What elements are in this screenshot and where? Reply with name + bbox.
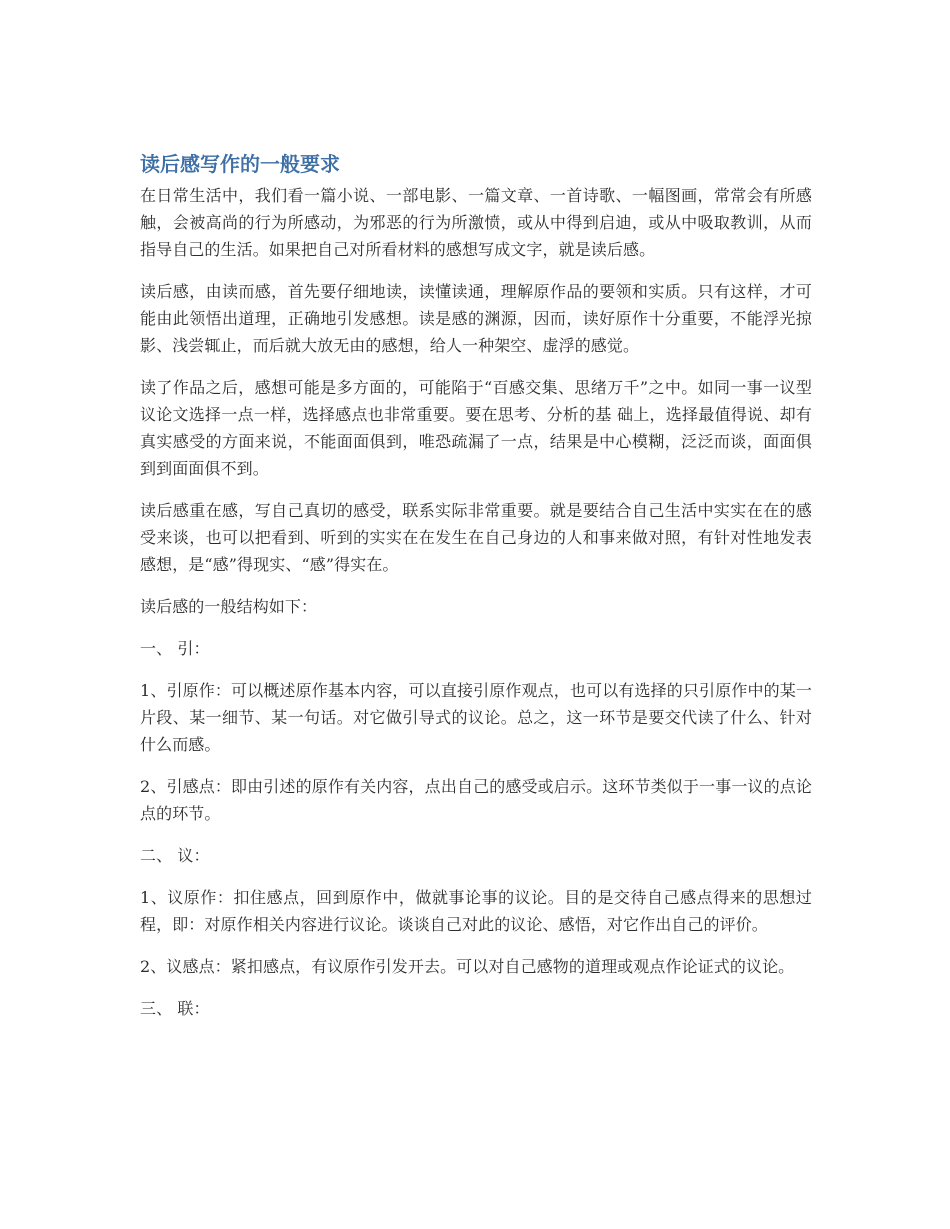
list-item-yi-1: 1、议原作：扣住感点，回到原作中，做就事论事的议论。目的是交待自己感点得来的思想过程，即：对原作相关内容进行议论。谈谈自己对此的议论、感悟，对它作出自己的评价。 bbox=[140, 888, 812, 934]
paragraph-reading: 读后感，由读而感，首先要仔细地读，读懂读通，理解原作品的要领和实质。只有这样，才可能由此领悟出道理，正确地引发感想。读是感的渊源，因而，读好原作十分重要，不能浮光掠影、浅尝辄止，而后就大放无由的感想，给人一种架空、虚浮的感觉。 bbox=[140, 282, 812, 355]
list-item-yi-2: 2、议感点：紧扣感点，有议原作引发开去。可以对自己感物的道理或观点作论证式的议论。 bbox=[140, 957, 795, 976]
paragraph-choosing-point: 读了作品之后，感想可能是多方面的，可能陷于“百感交集、思绪万千”之中。如同一事一议型议论文选择一点一样，选择感点也非常重要。要在思考、分析的基 础上，选择最值得说、却有真实感受的方面来说，不能面面俱到，唯恐疏漏了一点，结果是中心模糊，泛泛而谈，面面俱到到面面俱不到。 bbox=[140, 378, 812, 478]
section-heading-yi: 二、 议： bbox=[140, 846, 210, 865]
document-title: 读后感写作的一般要求 bbox=[140, 152, 340, 176]
document-page bbox=[140, 148, 812, 1037]
paragraph-feeling: 读后感重在感，写自己真切的感受，联系实际非常重要。就是要结合自己生活中实实在在的感受来谈，也可以把看到、听到的实实在在发生在自己身边的人和事来做对照，有针对性地发表感想，是“感”得现实、“感”得实在。 bbox=[140, 501, 812, 574]
paragraph-structure-intro: 读后感的一般结构如下： bbox=[140, 597, 318, 616]
paragraph-intro: 在日常生活中，我们看一篇小说、一部电影、一篇文章、一首诗歌、一幅图画，常常会有所感触，会被高尚的行为所感动，为邪恶的行为所激愤，或从中得到启迪，或从中吸取教训，从而指导自己的生活。如果把自己对所看材料的感想写成文字，就是读后感。 bbox=[140, 186, 812, 259]
list-item-yin-1: 1、引原作：可以概述原作基本内容，可以直接引原作观点，也可以有选择的只引原作中的某一片段、某一细节、某一句话。对它做引导式的议论。总之，这一环节是要交代读了什么、针对什么而感。 bbox=[140, 681, 812, 754]
list-item-yin-2: 2、引感点：即由引述的原作有关内容，点出自己的感受或启示。这环节类似于一事一议的点论点的环节。 bbox=[140, 777, 812, 823]
section-heading-lian: 三、 联： bbox=[140, 999, 210, 1018]
section-heading-yin: 一、 引： bbox=[140, 639, 210, 658]
